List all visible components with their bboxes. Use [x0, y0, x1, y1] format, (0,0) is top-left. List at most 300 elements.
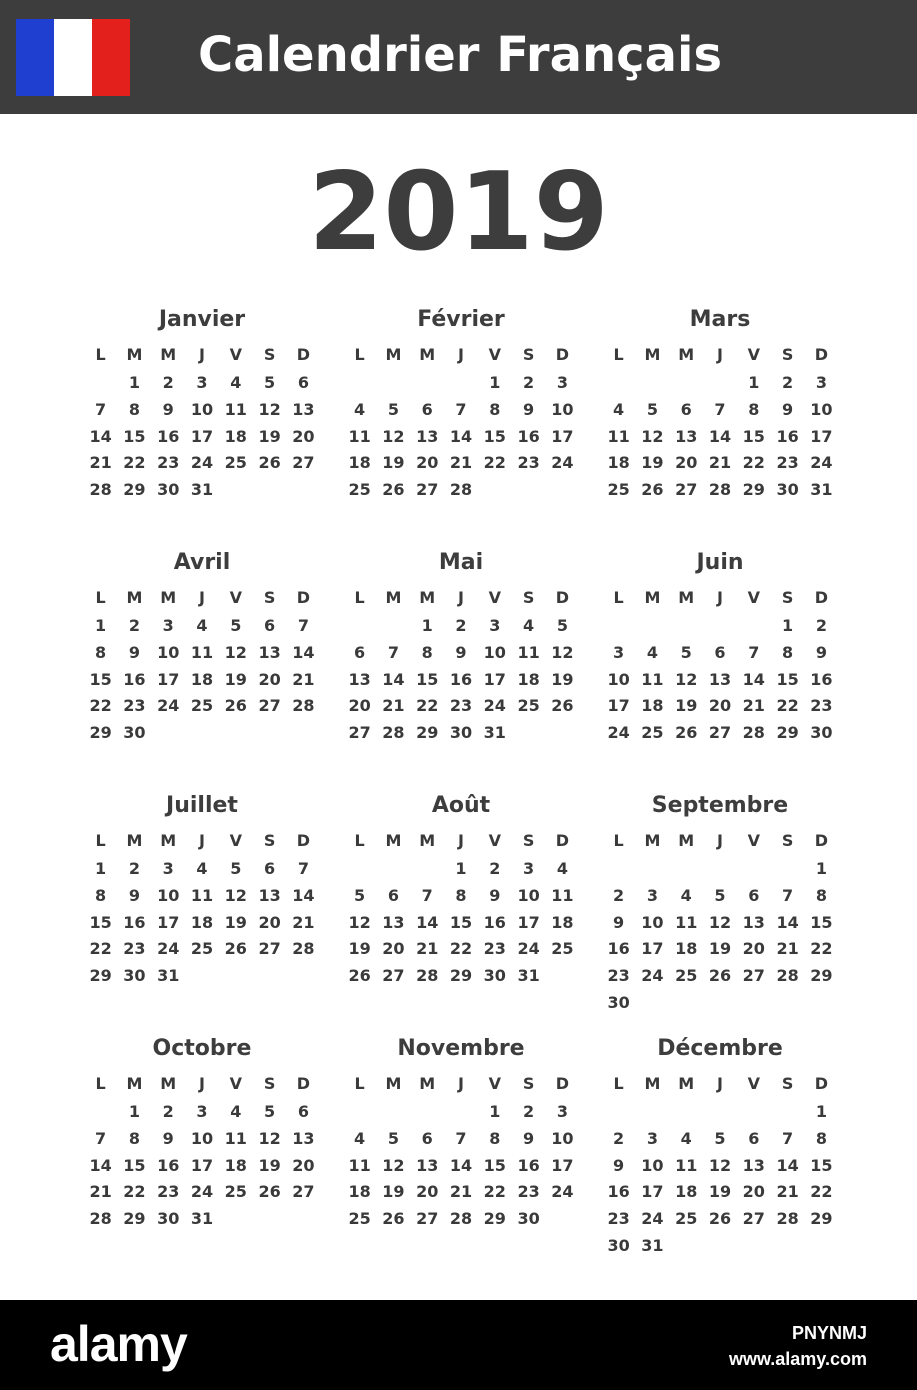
day-cell: 9: [613, 1155, 625, 1175]
day-cell: 24: [551, 1182, 574, 1202]
day-cell: 28: [776, 966, 799, 986]
weekday-label: D: [296, 345, 311, 364]
weekday-label: M: [126, 831, 143, 850]
day-cell: 8: [455, 885, 467, 905]
day-cell: 6: [421, 399, 433, 419]
month-calendar: [341, 549, 581, 747]
empty-cell: [377, 1099, 411, 1126]
day-cell: 9: [489, 885, 501, 905]
weekday-label: J: [717, 831, 723, 850]
day-cell: 20: [742, 939, 765, 959]
day-cell: 5: [354, 885, 366, 905]
day-cell: 23: [449, 696, 473, 716]
day-cell: 20: [292, 426, 315, 446]
day-cell: 21: [708, 453, 732, 473]
day-cell: 17: [517, 912, 540, 932]
day-cell: 16: [607, 939, 630, 959]
day-cell: 30: [607, 1235, 630, 1255]
weekday-label: S: [781, 588, 794, 607]
day-cell: 8: [489, 399, 501, 419]
day-cell: 20: [258, 912, 281, 932]
day-cell: 24: [483, 696, 506, 716]
day-cell: 4: [196, 616, 208, 635]
day-cell: 1: [128, 1102, 140, 1121]
month-calendar: [82, 1035, 322, 1233]
day-cell: 5: [387, 399, 399, 419]
day-cell: 26: [258, 453, 281, 473]
day-cell: 21: [776, 1182, 799, 1202]
empty-cell: [669, 613, 703, 640]
day-cell: 27: [416, 480, 439, 500]
weekday-label: L: [95, 831, 106, 850]
month-name: Mars: [689, 307, 751, 332]
weekday-label: D: [814, 588, 829, 607]
day-cell: 24: [641, 966, 664, 986]
day-cell: 23: [157, 453, 180, 473]
day-cell: 17: [157, 669, 180, 689]
weekday-label: L: [613, 1074, 624, 1093]
day-cell: 15: [810, 912, 833, 932]
day-cell: 5: [230, 616, 242, 635]
day-grid: [341, 1069, 581, 1233]
day-cell: 31: [641, 1235, 664, 1255]
month-name: Décembre: [657, 1036, 783, 1061]
day-cell: 9: [128, 642, 140, 662]
day-cell: 18: [675, 1182, 698, 1202]
day-cell: 13: [292, 399, 315, 419]
day-cell: 1: [421, 616, 433, 635]
day-cell: 6: [748, 885, 760, 905]
day-cell: 24: [607, 723, 630, 743]
day-cell: 10: [483, 642, 506, 662]
weekday-label: D: [296, 1074, 311, 1093]
day-grid: [341, 583, 581, 747]
empty-cell: [602, 613, 636, 640]
day-cell: 25: [675, 966, 698, 986]
day-cell: 13: [258, 642, 281, 662]
day-cell: 24: [810, 453, 833, 473]
day-cell: 12: [675, 669, 698, 689]
day-cell: 4: [680, 885, 692, 905]
day-grid: [82, 1069, 322, 1233]
day-cell: 31: [190, 1209, 214, 1229]
day-cell: 19: [348, 939, 371, 959]
day-cell: 25: [641, 723, 664, 743]
day-cell: 10: [551, 1128, 574, 1148]
day-cell: 14: [292, 885, 315, 905]
day-cell: 1: [815, 859, 827, 878]
empty-cell: [377, 856, 411, 883]
day-cell: 22: [483, 453, 506, 473]
day-cell: 10: [641, 912, 664, 932]
day-cell: 29: [449, 966, 473, 986]
day-cell: 30: [607, 992, 630, 1012]
day-cell: 9: [523, 399, 535, 419]
day-cell: 5: [556, 616, 568, 635]
empty-cell: [636, 1099, 670, 1126]
day-cell: 9: [815, 642, 827, 662]
day-cell: 25: [224, 453, 247, 473]
day-cell: 18: [224, 426, 247, 446]
day-cell: 3: [556, 373, 568, 392]
day-cell: 2: [782, 373, 794, 392]
day-cell: 22: [449, 939, 473, 959]
empty-cell: [377, 613, 411, 640]
day-cell: 23: [517, 453, 540, 473]
day-cell: 29: [123, 1209, 146, 1229]
weekday-label: M: [644, 831, 661, 850]
weekday-label: S: [263, 1074, 276, 1093]
day-cell: 28: [708, 480, 732, 500]
weekday-label: J: [199, 1074, 205, 1093]
weekday-label: S: [263, 345, 276, 364]
day-cell: 26: [641, 480, 664, 500]
day-cell: 18: [190, 912, 214, 932]
day-cell: 9: [523, 1128, 535, 1148]
day-cell: 28: [742, 723, 765, 743]
empty-cell: [703, 1099, 737, 1126]
weekday-label: V: [747, 588, 760, 607]
day-cell: 26: [258, 1182, 281, 1202]
weekday-label: L: [354, 345, 365, 364]
day-cell: 18: [607, 453, 630, 473]
weekday-label: D: [555, 345, 570, 364]
empty-cell: [669, 856, 703, 883]
weekday-label: S: [781, 1074, 794, 1093]
month-name: Septembre: [651, 793, 789, 818]
day-cell: 12: [382, 1155, 405, 1175]
empty-cell: [410, 1099, 444, 1126]
weekday-label: S: [522, 588, 535, 607]
weekday-label: D: [814, 831, 829, 850]
day-cell: 7: [455, 399, 467, 419]
day-cell: 20: [382, 939, 405, 959]
weekday-label: D: [814, 1074, 829, 1093]
day-cell: 17: [607, 696, 630, 716]
day-cell: 4: [196, 859, 208, 878]
weekday-label: V: [488, 345, 501, 364]
weekday-label: M: [160, 831, 177, 850]
month-calendar: [600, 792, 840, 1017]
day-cell: 13: [292, 1128, 315, 1148]
weekday-label: S: [263, 588, 276, 607]
day-cell: 4: [230, 373, 242, 392]
day-cell: 14: [708, 426, 732, 446]
day-cell: 5: [646, 399, 658, 419]
month-calendar: [341, 306, 581, 504]
day-cell: 15: [89, 669, 112, 689]
day-cell: 26: [224, 696, 247, 716]
footer-bar: [0, 1300, 917, 1390]
day-cell: 19: [675, 696, 698, 716]
weekday-label: L: [95, 588, 106, 607]
day-cell: 7: [297, 859, 309, 878]
empty-cell: [636, 856, 670, 883]
day-cell: 13: [742, 1155, 765, 1175]
day-cell: 8: [782, 642, 794, 662]
empty-cell: [703, 370, 737, 397]
day-cell: 20: [708, 696, 732, 716]
day-cell: 24: [517, 939, 540, 959]
day-cell: 15: [123, 1155, 146, 1175]
weekday-label: M: [419, 1074, 436, 1093]
day-cell: 17: [157, 912, 180, 932]
day-cell: 12: [708, 912, 732, 932]
month-name: Octobre: [152, 1036, 252, 1061]
day-cell: 21: [449, 453, 473, 473]
weekday-label: M: [644, 588, 661, 607]
day-cell: 25: [348, 1209, 371, 1229]
day-cell: 13: [382, 912, 405, 932]
day-cell: 26: [348, 966, 371, 986]
weekday-label: J: [717, 1074, 723, 1093]
header-title: Calendrier Français: [197, 27, 723, 83]
weekday-label: M: [385, 588, 402, 607]
day-cell: 28: [776, 1209, 799, 1229]
day-cell: 29: [123, 480, 146, 500]
day-cell: 21: [776, 939, 799, 959]
month-name: Novembre: [397, 1036, 525, 1061]
day-cell: 12: [382, 426, 405, 446]
day-cell: 24: [157, 696, 180, 716]
day-cell: 22: [810, 1182, 833, 1202]
day-cell: 12: [708, 1155, 732, 1175]
day-cell: 23: [517, 1182, 540, 1202]
day-grid: [341, 826, 581, 990]
day-cell: 15: [123, 426, 146, 446]
day-cell: 26: [382, 1209, 405, 1229]
day-cell: 16: [449, 669, 473, 689]
day-grid: [600, 1069, 840, 1260]
day-cell: 22: [123, 453, 146, 473]
day-cell: 20: [258, 669, 281, 689]
day-cell: 31: [517, 966, 540, 986]
day-cell: 2: [613, 885, 625, 905]
day-cell: 30: [776, 480, 799, 500]
day-cell: 3: [646, 1128, 658, 1148]
day-cell: 28: [449, 480, 473, 500]
day-cell: 10: [157, 885, 180, 905]
day-cell: 30: [483, 966, 506, 986]
weekday-label: L: [354, 588, 365, 607]
weekday-label: D: [555, 1074, 570, 1093]
day-cell: 25: [348, 480, 371, 500]
day-grid: [82, 826, 322, 990]
day-cell: 28: [292, 939, 315, 959]
day-cell: 20: [675, 453, 698, 473]
day-cell: 27: [258, 696, 281, 716]
day-cell: 8: [815, 885, 827, 905]
day-grid: [600, 340, 840, 504]
day-cell: 26: [551, 696, 574, 716]
day-cell: 5: [714, 885, 726, 905]
weekday-label: D: [296, 831, 311, 850]
day-grid: [600, 826, 840, 1017]
day-cell: 14: [449, 1155, 473, 1175]
day-cell: 15: [449, 912, 473, 932]
day-cell: 16: [483, 912, 506, 932]
weekday-label: S: [522, 1074, 535, 1093]
day-cell: 27: [742, 1209, 765, 1229]
day-cell: 4: [354, 399, 366, 419]
day-cell: 30: [449, 723, 473, 743]
france-flag-icon: [16, 19, 130, 96]
day-cell: 1: [128, 373, 140, 392]
day-cell: 18: [675, 939, 698, 959]
day-cell: 10: [517, 885, 540, 905]
day-cell: 16: [607, 1182, 630, 1202]
weekday-label: S: [781, 345, 794, 364]
day-cell: 27: [675, 480, 698, 500]
day-cell: 15: [89, 912, 112, 932]
month-calendar: [600, 306, 840, 504]
day-cell: 1: [782, 616, 794, 635]
month-name: Juin: [696, 550, 744, 575]
day-cell: 7: [297, 616, 309, 635]
weekday-label: M: [160, 345, 177, 364]
day-cell: 11: [190, 885, 214, 905]
day-cell: 29: [810, 966, 833, 986]
day-cell: 12: [641, 426, 664, 446]
day-cell: 15: [416, 669, 439, 689]
day-cell: 4: [680, 1128, 692, 1148]
empty-cell: [636, 370, 670, 397]
day-cell: 19: [224, 912, 247, 932]
weekday-label: V: [229, 831, 242, 850]
day-cell: 17: [810, 426, 833, 446]
day-cell: 31: [157, 966, 180, 986]
weekday-label: D: [555, 831, 570, 850]
day-cell: 14: [776, 1155, 799, 1175]
day-cell: 14: [449, 426, 473, 446]
day-cell: 25: [675, 1209, 698, 1229]
weekday-label: M: [160, 1074, 177, 1093]
day-cell: 27: [708, 723, 732, 743]
day-cell: 1: [748, 373, 760, 392]
day-cell: 8: [489, 1128, 501, 1148]
day-cell: 4: [230, 1102, 242, 1121]
weekday-label: M: [644, 1074, 661, 1093]
weekday-label: L: [354, 831, 365, 850]
day-cell: 30: [123, 723, 146, 743]
month-calendar: [82, 792, 322, 990]
day-cell: 24: [190, 1182, 214, 1202]
day-cell: 16: [123, 912, 146, 932]
day-cell: 21: [416, 939, 439, 959]
day-cell: 8: [128, 399, 140, 419]
day-cell: 3: [556, 1102, 568, 1121]
weekday-label: M: [385, 1074, 402, 1093]
day-cell: 31: [190, 480, 214, 500]
day-cell: 17: [551, 426, 574, 446]
empty-cell: [737, 613, 771, 640]
day-cell: 21: [742, 696, 765, 716]
day-cell: 15: [776, 669, 799, 689]
day-cell: 10: [551, 399, 574, 419]
empty-cell: [410, 370, 444, 397]
day-cell: 30: [810, 723, 833, 743]
day-cell: 22: [483, 1182, 506, 1202]
day-cell: 18: [348, 453, 371, 473]
empty-cell: [669, 370, 703, 397]
empty-cell: [444, 370, 478, 397]
day-cell: 25: [190, 696, 214, 716]
month-calendar: [82, 306, 322, 504]
weekday-label: V: [747, 345, 760, 364]
day-cell: 2: [523, 1102, 535, 1121]
day-cell: 26: [708, 966, 732, 986]
day-cell: 7: [95, 1128, 107, 1148]
weekday-label: S: [263, 831, 276, 850]
empty-cell: [444, 1099, 478, 1126]
day-cell: 24: [551, 453, 574, 473]
day-cell: 26: [224, 939, 247, 959]
day-cell: 24: [157, 939, 180, 959]
day-cell: 19: [551, 669, 574, 689]
day-cell: 19: [258, 1155, 281, 1175]
flag-white-stripe: [54, 19, 92, 96]
month-calendar: [600, 1035, 840, 1260]
day-cell: 25: [551, 939, 574, 959]
day-cell: 25: [517, 696, 540, 716]
weekday-label: L: [354, 1074, 365, 1093]
day-cell: 13: [416, 426, 439, 446]
flag-blue-stripe: [16, 19, 54, 96]
day-cell: 27: [292, 1182, 315, 1202]
weekday-label: J: [199, 588, 205, 607]
day-cell: 11: [641, 669, 664, 689]
day-cell: 12: [348, 912, 371, 932]
weekday-label: D: [814, 345, 829, 364]
day-cell: 31: [810, 480, 833, 500]
day-cell: 29: [810, 1209, 833, 1229]
day-cell: 4: [354, 1128, 366, 1148]
day-cell: 3: [196, 1102, 208, 1121]
day-cell: 20: [348, 696, 371, 716]
day-cell: 7: [387, 642, 399, 662]
day-cell: 11: [551, 885, 574, 905]
empty-cell: [636, 613, 670, 640]
day-cell: 17: [483, 669, 506, 689]
day-cell: 8: [421, 642, 433, 662]
day-cell: 13: [742, 912, 765, 932]
empty-cell: [771, 1099, 805, 1126]
empty-cell: [602, 1099, 636, 1126]
day-cell: 30: [123, 966, 146, 986]
day-cell: 1: [95, 859, 107, 878]
weekday-label: M: [419, 345, 436, 364]
month-calendar: [600, 549, 840, 747]
day-cell: 23: [123, 939, 146, 959]
day-cell: 7: [782, 1128, 794, 1148]
weekday-label: J: [199, 831, 205, 850]
month-calendar: [341, 1035, 581, 1233]
day-cell: 22: [89, 696, 112, 716]
day-cell: 17: [190, 426, 214, 446]
day-cell: 17: [641, 1182, 664, 1202]
day-cell: 27: [416, 1209, 439, 1229]
day-cell: 16: [517, 1155, 540, 1175]
day-cell: 21: [382, 696, 405, 716]
month-name: Mai: [438, 550, 484, 575]
day-cell: 17: [551, 1155, 574, 1175]
day-cell: 19: [708, 939, 732, 959]
day-cell: 20: [416, 1182, 439, 1202]
day-cell: 10: [607, 669, 630, 689]
weekday-label: M: [385, 831, 402, 850]
day-cell: 13: [348, 669, 371, 689]
day-cell: 28: [416, 966, 439, 986]
